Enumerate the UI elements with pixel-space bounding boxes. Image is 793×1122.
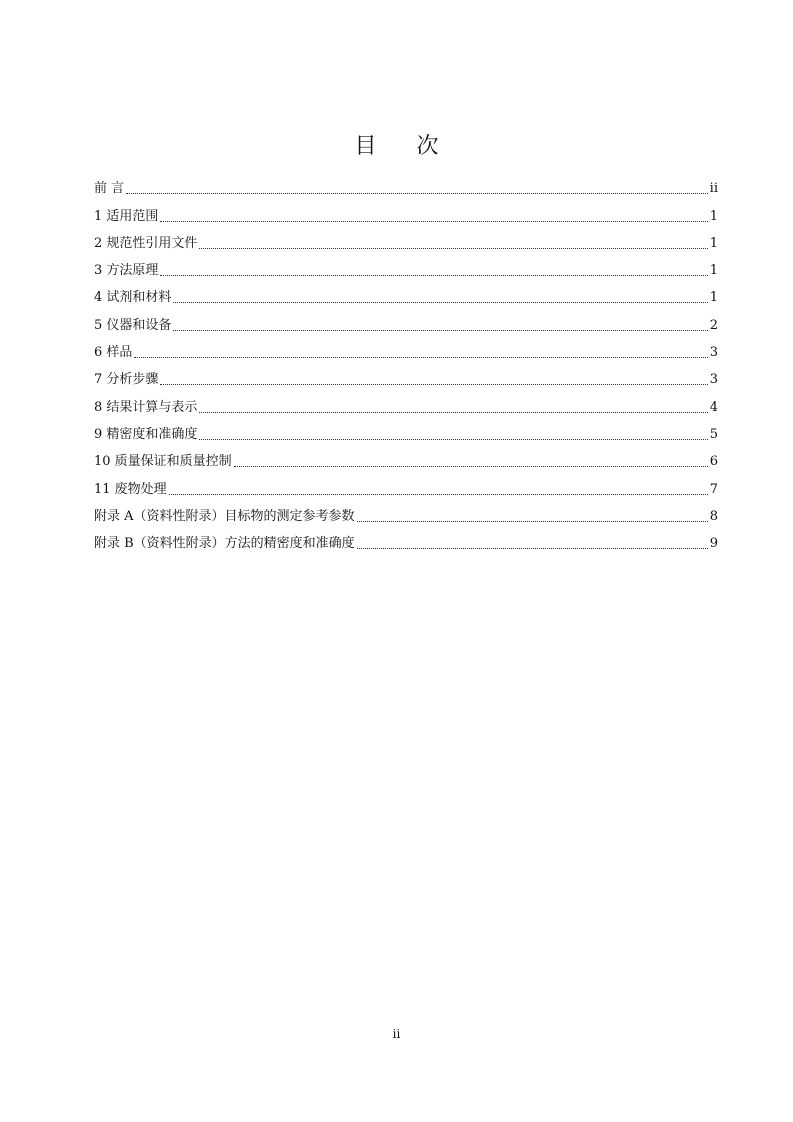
toc-entry-appendix-b[interactable] — [94, 526, 718, 553]
toc-entry-reagents-materials[interactable] — [94, 280, 718, 307]
dot-leader — [199, 247, 707, 249]
toc-entry-label: 6 样品 — [94, 345, 133, 361]
toc-entry-page: 9 — [709, 536, 718, 552]
toc-entry-page: 3 — [709, 372, 718, 388]
toc-entry-page: 4 — [709, 399, 718, 415]
toc-entry-precision-accuracy[interactable] — [94, 417, 718, 444]
toc-entry-label: 5 仪器和设备 — [94, 317, 172, 333]
table-of-contents — [94, 171, 718, 553]
page-title: 目次 — [354, 134, 479, 159]
toc-entry-label: 3 方法原理 — [94, 263, 159, 279]
toc-entry-foreword[interactable] — [94, 171, 718, 198]
toc-entry-page: 1 — [709, 263, 718, 279]
toc-entry-label: 2 规范性引用文件 — [94, 235, 198, 251]
page-number: ii — [392, 1027, 401, 1041]
dot-leader — [173, 329, 707, 331]
toc-entry-label: 附录 B（资料性附录）方法的精密度和准确度 — [94, 536, 355, 552]
toc-entry-page: 1 — [709, 235, 718, 251]
toc-entry-page: 2 — [709, 317, 718, 333]
dot-leader — [357, 547, 708, 549]
dot-leader — [199, 411, 707, 413]
toc-entry-label: 9 精密度和准确度 — [94, 426, 198, 442]
toc-entry-result-calculation[interactable] — [94, 389, 718, 416]
toc-entry-label: 7 分析步骤 — [94, 372, 159, 388]
toc-entry-samples[interactable] — [94, 335, 718, 362]
toc-entry-waste-disposal[interactable] — [94, 471, 718, 498]
dot-leader — [169, 493, 708, 495]
toc-entry-method-principle[interactable] — [94, 253, 718, 280]
toc-entry-page: 8 — [709, 508, 718, 524]
dot-leader — [199, 438, 707, 440]
toc-entry-page: 6 — [709, 454, 718, 470]
dot-leader — [160, 274, 707, 276]
dot-leader — [357, 520, 708, 522]
toc-entry-page: 1 — [709, 208, 718, 224]
toc-entry-normative-references[interactable] — [94, 226, 718, 253]
toc-entry-label: 前 言 — [94, 181, 125, 197]
toc-entry-scope[interactable] — [94, 198, 718, 225]
dot-leader — [173, 301, 707, 303]
toc-entry-analysis-steps[interactable] — [94, 362, 718, 389]
dot-leader — [134, 356, 707, 358]
toc-entry-label: 10 质量保证和质量控制 — [94, 454, 232, 470]
toc-entry-page: ii — [709, 181, 718, 197]
toc-entry-label: 8 结果计算与表示 — [94, 399, 198, 415]
toc-entry-label: 11 废物处理 — [94, 481, 167, 497]
dot-leader — [234, 465, 708, 467]
toc-entry-quality-assurance[interactable] — [94, 444, 718, 471]
toc-entry-page: 1 — [709, 290, 718, 306]
dot-leader — [126, 192, 708, 194]
dot-leader — [160, 220, 707, 222]
toc-entry-label: 附录 A（资料性附录）目标物的测定参考参数 — [94, 508, 355, 524]
toc-entry-page: 5 — [709, 426, 718, 442]
toc-entry-page: 3 — [709, 345, 718, 361]
toc-entry-page: 7 — [709, 481, 718, 497]
toc-entry-appendix-a[interactable] — [94, 499, 718, 526]
toc-entry-instruments-equipment[interactable] — [94, 307, 718, 334]
toc-entry-label: 1 适用范围 — [94, 208, 159, 224]
toc-entry-label: 4 试剂和材料 — [94, 290, 172, 306]
dot-leader — [160, 383, 707, 385]
